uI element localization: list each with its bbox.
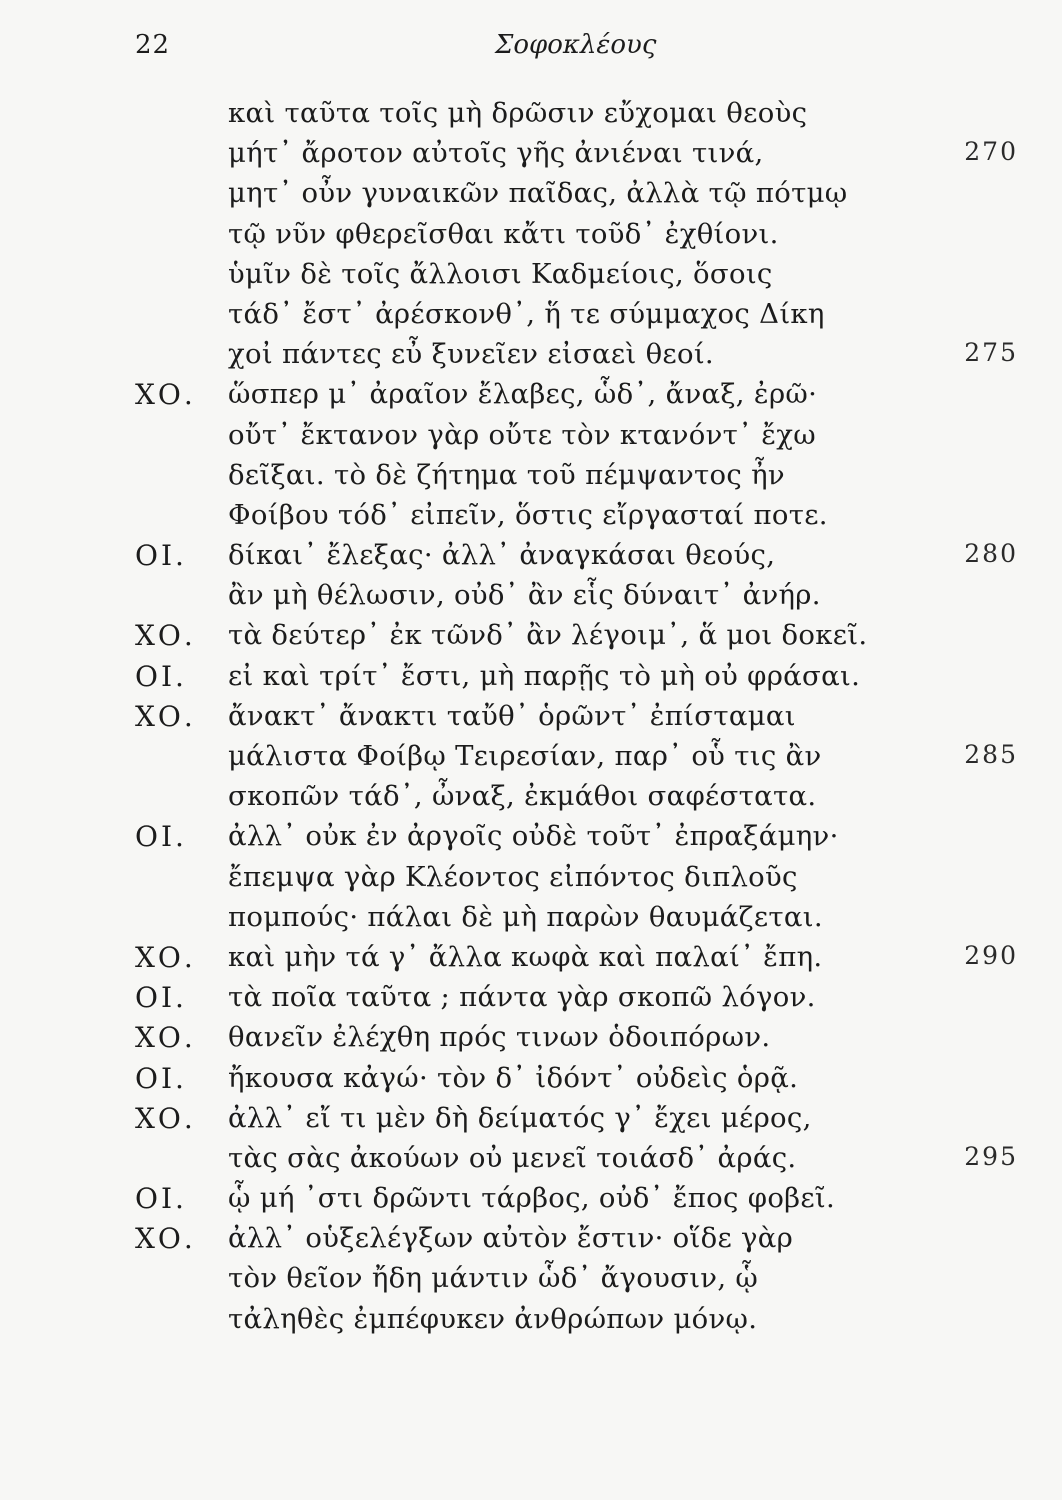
verse-line bbox=[0, 698, 1062, 738]
page-header bbox=[0, 30, 1062, 70]
speaker-label: ΟΙ. bbox=[135, 1182, 187, 1216]
verse-line bbox=[0, 457, 1062, 497]
speaker-label: ΧΟ. bbox=[135, 378, 196, 412]
verse-line bbox=[0, 135, 1062, 175]
verse-text-line: ἤκουσα κἀγώ· τὸν δ᾽ ἰδόντ᾽ οὐδεὶς ὁρᾷ. bbox=[228, 1061, 799, 1094]
verse-text-line: δεῖξαι. τὸ δὲ ζήτημα τοῦ πέμψαντος ἦν bbox=[228, 458, 785, 491]
page-number: 22 bbox=[135, 30, 171, 60]
speaker-label: ΧΟ. bbox=[135, 1101, 196, 1135]
line-number: 295 bbox=[964, 1141, 1018, 1171]
verse-line bbox=[0, 216, 1062, 256]
verse-text bbox=[0, 95, 1062, 1341]
speaker-label: ΟΙ. bbox=[135, 820, 187, 854]
speaker-label: ΧΟ. bbox=[135, 940, 196, 974]
verse-line bbox=[0, 417, 1062, 457]
verse-line bbox=[0, 1220, 1062, 1260]
verse-text-line: μήτ᾽ ἄροτον αὐτοῖς γῆς ἀνιέναι τινά, bbox=[228, 137, 764, 170]
speaker-label: ΧΟ. bbox=[135, 619, 196, 653]
speaker-label: ΧΟ. bbox=[135, 699, 196, 733]
speaker-label: ΟΙ. bbox=[135, 539, 187, 573]
verse-text-line: τὰ ποῖα ταῦτα ; πάντα γὰρ σκοπῶ λόγον. bbox=[228, 981, 816, 1014]
verse-text-line: εἰ καὶ τρίτ᾽ ἔστι, μὴ παρῇς τὸ μὴ οὐ φράσαι. bbox=[228, 659, 861, 692]
verse-line bbox=[0, 738, 1062, 778]
verse-line bbox=[0, 497, 1062, 537]
verse-line bbox=[0, 818, 1062, 858]
verse-text-line: μάλιστα Φοίβῳ Τειρεσίαν, παρ᾽ οὗ τις ἂν bbox=[228, 740, 822, 772]
speaker-label: ΟΙ. bbox=[135, 659, 187, 693]
verse-line bbox=[0, 778, 1062, 818]
verse-text-line: σκοπῶν τάδ᾽, ὦναξ, ἐκμάθοι σαφέστατα. bbox=[228, 780, 817, 813]
verse-line bbox=[0, 1301, 1062, 1341]
verse-line bbox=[0, 256, 1062, 296]
verse-text-line: τὰ δεύτερ᾽ ἐκ τῶνδ᾽ ἂν λέγοιμ᾽, ἅ μοι δοκεῖ. bbox=[228, 619, 868, 652]
verse-text-line: θανεῖν ἐλέχθη πρός τινων ὁδοιπόρων. bbox=[228, 1021, 771, 1054]
verse-line bbox=[0, 376, 1062, 416]
verse-text-line: ἀλλ᾽ οὐκ ἐν ἀργοῖς οὐδὲ τοῦτ᾽ ἐπραξάμην· bbox=[228, 820, 839, 853]
verse-line bbox=[0, 175, 1062, 215]
verse-line bbox=[0, 1260, 1062, 1300]
verse-text-line: ἄνακτ᾽ ἄνακτι ταὔθ᾽ ὁρῶντ᾽ ἐπίσταμαι bbox=[228, 699, 796, 732]
verse-line bbox=[0, 899, 1062, 939]
verse-text-line: τἀληθὲς ἐμπέφυκεν ἀνθρώπων μόνῳ. bbox=[228, 1302, 758, 1335]
verse-text-line: χοἰ πάντες εὖ ξυνεῖεν εἰσαεὶ θεοί. bbox=[228, 338, 714, 371]
verse-text-line: πομπούς· πάλαι δὲ μὴ παρὼν θαυμάζεται. bbox=[228, 900, 823, 933]
line-number: 275 bbox=[964, 338, 1018, 368]
verse-line bbox=[0, 1180, 1062, 1220]
verse-text-line: ὥσπερ μ᾽ ἀραῖον ἔλαβες, ὧδ᾽, ἄναξ, ἐρῶ· bbox=[228, 378, 818, 411]
verse-line bbox=[0, 296, 1062, 336]
verse-text-line: Φοίβου τόδ᾽ εἰπεῖν, ὅστις εἴργασταί ποτε. bbox=[228, 498, 828, 531]
verse-text-line: ἂν μὴ θέλωσιν, οὐδ᾽ ἂν εἷς δύναιτ᾽ ἀνήρ. bbox=[228, 579, 821, 612]
speaker-label: ΧΟ. bbox=[135, 1222, 196, 1256]
verse-text-line: μητ᾽ οὖν γυναικῶν παῖδας, ἀλλὰ τῷ πότμῳ bbox=[228, 177, 848, 210]
verse-text-line: ἔπεμψα γὰρ Κλέοντος εἰπόντος διπλοῦς bbox=[228, 860, 798, 893]
verse-text-line: ᾧ μή ᾽στι δρῶντι τάρβος, οὐδ᾽ ἔπος φοβεῖ. bbox=[228, 1182, 836, 1215]
verse-text-line: ἀλλ᾽ εἴ τι μὲν δὴ δείματός γ᾽ ἔχει μέρος, bbox=[228, 1101, 812, 1134]
line-number: 280 bbox=[964, 539, 1018, 569]
speaker-label: ΟΙ. bbox=[135, 981, 187, 1015]
line-number: 270 bbox=[964, 137, 1018, 167]
verse-text-line: οὔτ᾽ ἔκτανον γὰρ οὔτε τὸν κτανόντ᾽ ἔχω bbox=[228, 418, 816, 451]
verse-text-line: τὰς σὰς ἀκούων οὐ μενεῖ τοιάσδ᾽ ἀράς. bbox=[228, 1141, 797, 1174]
verse-text-line: τὸν θεῖον ἤδη μάντιν ὧδ᾽ ἄγουσιν, ᾧ bbox=[228, 1262, 759, 1295]
verse-line bbox=[0, 859, 1062, 899]
speaker-label: ΧΟ. bbox=[135, 1021, 196, 1055]
verse-text-line: τῷ νῦν φθερεῖσθαι κἄτι τοῦδ᾽ ἐχθίονι. bbox=[228, 217, 779, 250]
verse-line bbox=[0, 1019, 1062, 1059]
verse-line bbox=[0, 95, 1062, 135]
verse-line bbox=[0, 336, 1062, 376]
verse-text-line: δίκαι᾽ ἔλεξας· ἀλλ᾽ ἀναγκάσαι θεούς, bbox=[228, 539, 776, 572]
line-number: 290 bbox=[964, 940, 1018, 970]
verse-text-line: τάδ᾽ ἔστ᾽ ἀρέσκονθ᾽, ἥ τε σύμμαχος Δίκη bbox=[228, 297, 825, 330]
verse-line bbox=[0, 537, 1062, 577]
verse-line bbox=[0, 979, 1062, 1019]
verse-line bbox=[0, 577, 1062, 617]
verse-text-line: ὑμῖν δὲ τοῖς ἄλλοισι Καδμείοις, ὅσοις bbox=[228, 257, 773, 290]
speaker-label: ΟΙ. bbox=[135, 1061, 187, 1095]
verse-line bbox=[0, 617, 1062, 657]
verse-text-line: ἀλλ᾽ οὑξελέγξων αὐτὸν ἔστιν· οἵδε γὰρ bbox=[228, 1222, 794, 1255]
running-title: Σοφοκλέους bbox=[495, 30, 657, 60]
verse-line bbox=[0, 1060, 1062, 1100]
verse-text-line: καὶ μὴν τά γ᾽ ἄλλα κωφὰ καὶ παλαί᾽ ἔπη. bbox=[228, 940, 823, 973]
verse-text-line: καὶ ταῦτα τοῖς μὴ δρῶσιν εὔχομαι θεοὺς bbox=[228, 97, 808, 129]
verse-line bbox=[0, 939, 1062, 979]
line-number: 285 bbox=[964, 740, 1018, 769]
verse-line bbox=[0, 658, 1062, 698]
verse-line bbox=[0, 1140, 1062, 1180]
verse-line bbox=[0, 1100, 1062, 1140]
